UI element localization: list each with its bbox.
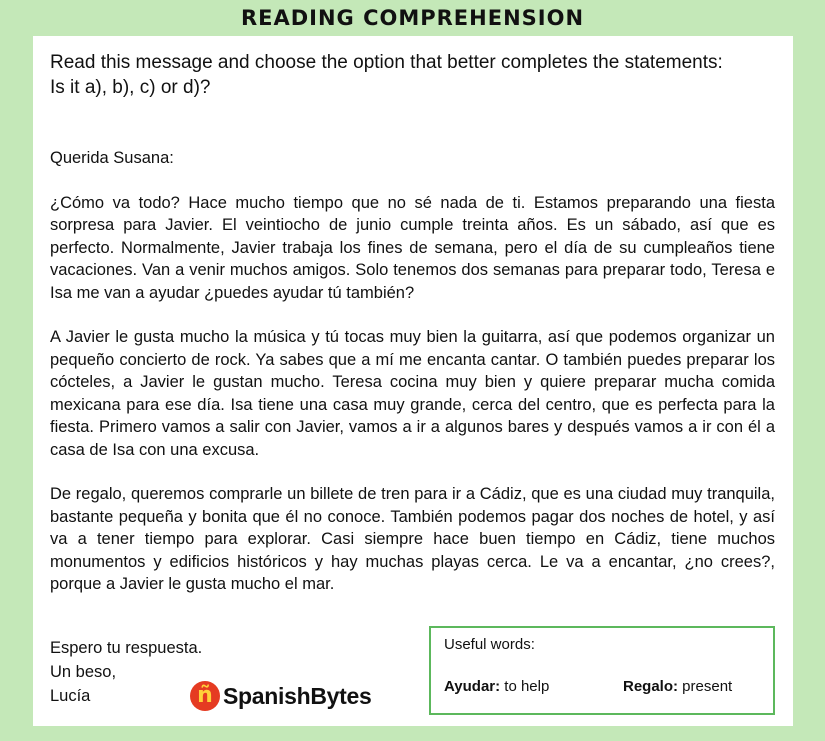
useful-word-meaning: to help <box>500 678 550 695</box>
instructions <box>50 50 780 100</box>
reading-card <box>33 36 793 726</box>
useful-word-regalo <box>623 678 732 695</box>
letter-paragraph-2: A Javier le gusta mucho la música y tú tocas muy bien la guitarra, así que podemos organizar un pequeño concierto de rock. Ya sabes que a mí me encanta cantar. O también puedes preparar los cócteles, a Javier le gustan mucho. Teresa cocina muy bien y quiere preparar mucha comida mexicana para ese día. Isa tiene una casa muy grande, cerca del centro, que es perfecta para la fiesta. Primero vamos a salir con Javier, vamos a ir a algunos bares y después vamos a ir con él a casa de Isa con una excusa. <box>50 328 775 459</box>
closing-line: Espero tu respuesta. <box>50 639 203 657</box>
spanishbytes-logo <box>190 681 372 711</box>
useful-word-term: Regalo: <box>623 678 679 695</box>
instructions-line-2: Is it a), b), c) or d)? <box>50 77 211 98</box>
signature: Lucía <box>50 687 91 705</box>
useful-words-title: Useful words: <box>444 636 535 653</box>
useful-words-box <box>429 626 775 715</box>
logo-n-icon: ñ <box>190 681 220 711</box>
letter-body <box>50 147 775 618</box>
logo-text: SpanishBytes <box>223 682 372 709</box>
useful-word-term: Ayudar: <box>444 678 501 695</box>
instructions-line-1: Read this message and choose the option that better completes the statements: <box>50 52 723 73</box>
letter-closing <box>50 636 202 708</box>
letter-paragraph-1: ¿Cómo va todo? Hace mucho tiempo que no sé nada de ti. Estamos preparando una fiesta sorpresa para Javier. El veintiocho de junio cumple treinta años. Es un sábado, así que es perfecto. Normalmente, Javier trabaja los fines de semana, pero el día de su cumpleaños tiene vacaciones. Van a venir muchos amigos. Solo tenemos dos semanas para preparar todo, Teresa e Isa me van a ayudar ¿puedes ayudar tú también? <box>50 193 775 302</box>
useful-word-ayudar <box>444 678 549 695</box>
letter-paragraph-3: De regalo, queremos comprarle un billete de tren para ir a Cádiz, que es una ciudad muy tranquila, bastante pequeña y bonita que él no conoce. También podemos pagar dos noches de hotel, y así va a tener tiempo para explorar. Casi siempre hace buen tiempo en Cádiz, tiene muchos monumentos y edificios históricos y hay muchas playas cerca. Le va a encantar, ¿no crees?, porque a Javier le gusta mucho el mar. <box>50 485 775 593</box>
page-title: READING COMPREHENSION <box>240 6 585 30</box>
closing-line: Un beso, <box>50 663 117 681</box>
useful-word-meaning: present <box>678 678 733 695</box>
letter-greeting: Querida Susana: <box>50 149 174 167</box>
